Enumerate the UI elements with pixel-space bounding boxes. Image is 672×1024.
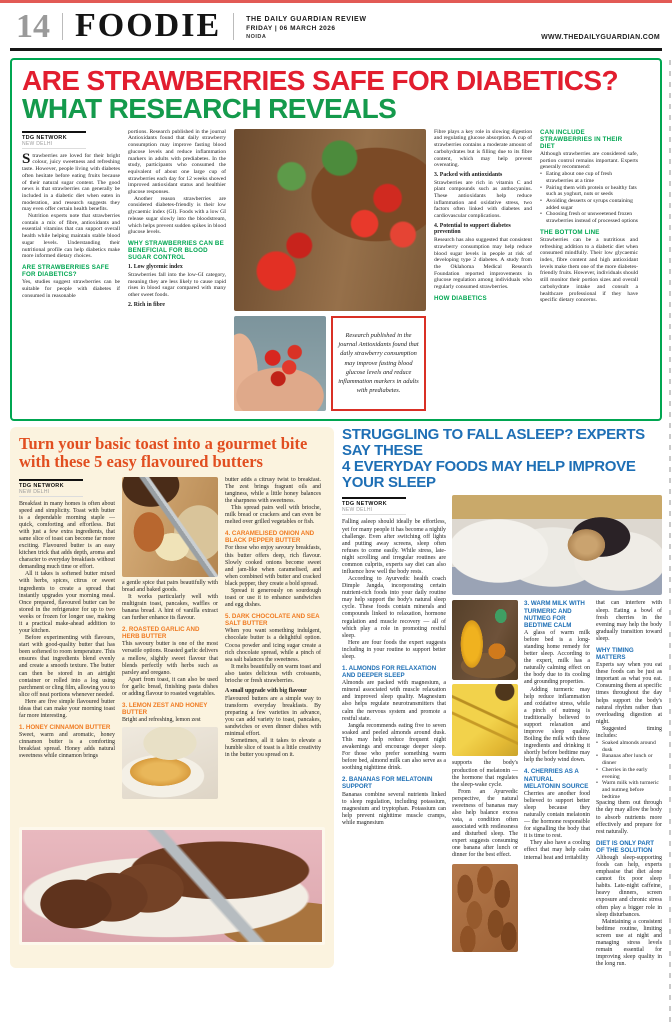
sleep-col-1	[342, 495, 446, 968]
sleep-columns	[342, 495, 662, 968]
strawberry-media-column	[234, 129, 426, 411]
subheading: 2. BANANAS FOR MELATONIN SUPPORT	[342, 776, 433, 791]
byline: TDG NETWORK NEW DELHI	[342, 497, 406, 515]
subheading: 3. WARM MILK WITH TURMERIC AND NUTMEG FOR BEDTIME CALM	[524, 600, 585, 629]
drop-cap: S	[22, 150, 31, 167]
paragraph: Before experimenting with flavours, start with good-quality butter that has been softened to room temperature. This ensures that ingredients blend evenly and create a smooth texture. The butter can then be stored in an airtight container or rolled into a log using parchment or cling film, allowing you to slice off neat portions whenever needed.	[19, 635, 115, 698]
strawberry-col-5	[540, 129, 638, 411]
pull-quote-text: Research published in the journal Antioxidants found that daily strawberry consumption may improve fasting blood glucose levels and reduce inflammation markers in adults with prediabetes.	[338, 331, 419, 395]
paragraph: Spread it generously on sourdough toast or use it to enhance sandwiches and egg dishes.	[225, 587, 321, 609]
strawberry-col-2	[128, 129, 226, 411]
paragraph: Another reason strawberries are considered diabetes-friendly is their low glycaemic index (GI). Foods with a low GI release sugar slowly into the bloodstream, which helps prevent sudden spikes in blood glucose levels.	[128, 195, 226, 236]
subheading: 1. HONEY CINNAMON BUTTER	[19, 724, 111, 732]
page-crop-marks	[669, 60, 671, 1024]
subheading: 4. CHERRIES AS A NATURAL MELATONIN SOURCE	[524, 768, 589, 790]
paragraph: Spacing them out through the day may allow the body to absorb nutrients more effectively and prepare for rest naturally.	[596, 800, 662, 835]
paragraph: All it takes is softened butter mixed with herbs, spices, citrus or sweet ingredients to create a spread that instantly upgrades your morning meal. Once prepared, flavoured butter can be stored in the refrigerator for up to two weeks or frozen for longer use, making it a practical make-ahead addition to your kitchen.	[19, 571, 115, 635]
subheading: WHY STRAWBERRIES CAN BE BENEFICIAL FOR BLOOD SUGAR CONTROL	[128, 239, 224, 262]
subheading: ARE STRAWBERRIES SAFE FOR DIABETICS?	[22, 263, 110, 279]
masthead-dateline: FRIDAY | 06 MARCH 2026	[246, 24, 336, 32]
bullet-item: • Soaked almonds around dusk	[596, 740, 662, 753]
paragraph: Bananas combine several nutrients linked to sleep regulation, including potassium, magnesium and tryptophan. Potassium can help prevent nighttime muscle cramps, while magnesium	[342, 791, 446, 826]
hands-holding-strawberries-photo	[234, 316, 326, 411]
header-divider	[233, 13, 234, 40]
subheading: 5. DARK CHOCOLATE AND SEA SALT BUTTER	[225, 613, 320, 628]
paragraph: Sometimes, all it takes to elevate a humble slice of toast is a little creativity in the butter you spread on it.	[225, 738, 321, 759]
paragraph: Fibre plays a key role in slowing digestion and regulating glucose absorption. A cup of strawberries contains a moderate amount of carbohydrates but is filling due to its fibre content, which may help prevent overeating.	[434, 128, 532, 169]
subheading: 1. Low glycemic index	[128, 264, 183, 271]
paragraph: Jangda recommends eating five to seven soaked and peeled almonds around dusk. This may help reduce frequent night awakenings and encourage deeper sleep. For those who prefer something warm before bed, almond milk can also serve as a soothing nighttime drink.	[342, 722, 446, 772]
newspaper-page	[0, 3, 672, 968]
toast-article	[10, 427, 334, 969]
paragraph: Falling asleep should ideally be effortless, yet for many people it has become a nightly challenge. Even after switching off lights and putting away screens, sleep often refuses to come easily. While stress, late-night scrolling and irregular routines are common culprits, experts say diet can also influence how well the body rests.	[342, 519, 446, 575]
sleep-article	[342, 427, 662, 969]
paragraph: Sweet, warm and aromatic, honey cinnamon butter is a comforting breakfast spread. Honey adds natural sweetness while cinnamon brings	[19, 732, 115, 760]
bullet-item: • Cherries in the early evening	[596, 767, 662, 780]
subheading: 3. Packed with antioxidants	[434, 171, 503, 178]
strawberry-article	[10, 58, 662, 421]
subheading: 3. LEMON ZEST AND HONEY BUTTER	[122, 701, 208, 717]
subheading: 2. Rich in fibre	[128, 301, 165, 308]
almonds-photo	[452, 864, 518, 952]
paragraph: Research has also suggested that consistent strawberry consumption may help reduce blood sugar levels in people at risk of developing type 2 diabetes. A study from the Oklahoma Medical Research Foundation reported improvements in glucose regulation among individuals who regularly consumed strawberries.	[434, 237, 532, 291]
toast-col-1	[19, 477, 115, 821]
paragraph: Bright and refreshing, lemon zest	[122, 717, 201, 724]
toast-columns	[19, 477, 325, 821]
paragraph: A glass of warm milk before bed is a long-standing home remedy for better sleep. According to the expert, milk has a naturally calming effect on the body due to its cooling and grounding properties.	[524, 629, 590, 686]
subheading: CAN INCLUDE STRAWBERRIES IN THEIR DIET	[540, 128, 623, 150]
paragraph: This savoury butter is one of the most versatile options. Roasted garlic delivers a mellow, slightly sweet flavour that blends perfectly with herbs such as parsley and oregano.	[122, 641, 218, 676]
paragraph: Yes, studies suggest strawberries can be suitable for people with diabetes if consumed in reasonable	[22, 279, 120, 299]
subheading: 1. ALMONDS FOR RELAXATION AND DEEPER SLEEP	[342, 665, 437, 680]
chocolate-butter-log-photo	[19, 827, 325, 945]
paragraph: Apart from toast, it can also be used for garlic bread, finishing pasta dishes or adding flavour to roasted vegetables.	[122, 676, 218, 697]
paragraph: Suggested timing includes:	[596, 725, 662, 739]
paragraph: Here are four foods the expert suggests including in your routine to support better sleep.	[342, 639, 446, 660]
subheading: WHY TIMING MATTERS	[596, 646, 634, 662]
paragraph: Strawberries are rich in vitamin C and plant compounds such as anthocyanins. These antioxidants help reduce inflammation and oxidative stress, two factors often linked with diabetes and cardiovascular complications.	[434, 179, 532, 220]
byline: TDG NETWORK NEW DELHI	[19, 479, 83, 497]
strawberry-col-4	[434, 129, 532, 411]
bananas-photo	[452, 684, 518, 756]
butter-board-photo	[122, 477, 218, 577]
paragraph: For those who enjoy savoury breakfasts, this butter offers deep, rich flavour. Slowly cooked onions become sweet and jam-like when caramelised, and when combined with butter and cracked black pepper, they create a bold spread.	[225, 545, 321, 587]
toast-headline: Turn your basic toast into a gourmet bite with these 5 easy flavoured butters	[19, 433, 308, 472]
subheading: THE BOTTOM LINE	[540, 228, 600, 236]
paragraph: butter adds a citrusy twist to breakfast. The zest brings fragrant oils and tanginess, while a little honey balances the sharpness with sweetness.	[225, 476, 321, 504]
toast-col-3	[225, 477, 321, 821]
sleep-headline-line1: STRUGGLING TO FALL ASLEEP? EXPERTS SAY THESE	[342, 425, 645, 459]
sleep-col-2	[452, 600, 518, 968]
header-divider	[62, 13, 63, 40]
paragraph: Maintaining a consistent bedtime routine, limiting screen use at night and managing stress levels remain essential for improving sleep quality in the long run.	[596, 918, 662, 968]
sleep-right-region	[452, 495, 662, 968]
lemon-butter-toast-photo	[122, 727, 218, 799]
paragraph: portions. Research published in the journal Antioxidants found that daily strawberry consumption may improve fasting blood glucose levels and reduce inflammation markers in adults with prediabetes. In the study, participants who consumed the equivalent of about one large cup of strawberries each day for 12 weeks showed improved antioxidant status and healthier glucose responses.	[128, 128, 226, 196]
masthead-block	[246, 16, 366, 42]
page-number: 14	[16, 7, 50, 45]
subheading: A small upgrade with big flavour	[225, 688, 307, 694]
bullet-item: • Pairing them with protein or healthy fats such as yoghurt, nuts or seeds	[540, 185, 638, 198]
paragraph: Here are five simple flavoured butter ideas that can make your morning toast far more interesting.	[19, 698, 115, 719]
paragraph: It melts beautifully on warm toast and also tastes delicious with croissants, brioche or fresh strawberries.	[225, 663, 321, 684]
strawberry-headline-line1: ARE STRAWBERRIES SAFE FOR DIABETICS?	[22, 64, 618, 96]
sleeping-woman-photo	[452, 495, 662, 595]
paragraph: Although strawberries are considered safe, portion control remains important. Experts generally recommend:	[540, 151, 638, 171]
masthead-title: THE DAILY GUARDIAN REVIEW	[246, 15, 367, 23]
paragraph: Experts say when you eat these foods can be just as important as what you eat. Consuming them at specific times throughout the day helps support the body's natural rhythm rather than overloading digestion at night.	[596, 662, 662, 725]
paragraph: From an Ayurvedic perspective, the natural sweetness of bananas may also help balance excess vata, a condition often associated with restlessness and disturbed sleep. The expert suggests consuming one banana after lunch or dinner for the best effect.	[452, 788, 518, 859]
masthead-city: NOIDA	[246, 33, 267, 40]
bullet-item: • Eating about one cup of fresh strawberries at a time	[540, 171, 638, 184]
paragraph: Strawberries are loved for their bright colour, juicy sweetness and refreshing taste. However, people living with diabetes often hesitate before eating fruits because of their natural sugar content. The good news is that strawberries can generally be included in a diabetic diet when eaten in moderation, and research suggests they may even offer certain health benefits.	[22, 150, 120, 213]
toast-col-2	[122, 477, 218, 821]
paragraph: Although sleep-supporting foods can help, experts emphasise that diet alone cannot fix poor sleep habits. Late-night caffeine, heavy dinners, screen exposure and chronic stress often play a bigger role in sleep disturbances.	[596, 854, 662, 918]
page-header	[10, 3, 662, 51]
paragraph: Almonds are packed with magnesium, a mineral associated with muscle relaxation and improved sleep quality. Magnesium also helps regulate neurotransmitters that calm the nervous system and promote a restful state.	[342, 680, 446, 722]
strawberry-bowl-photo	[234, 129, 426, 311]
subheading: 4. CARAMELISED ONION AND BLACK PEPPER BUTTER	[225, 530, 315, 545]
turmeric-milk-photo	[452, 600, 518, 680]
bullet-item: • Bananas after lunch or dinner	[596, 753, 662, 766]
paragraph: Flavoured butters are a simple way to transform everyday breakfasts. By preparing a few varieties in advance, you can add variety to toast, pancakes, sandwiches or even dinner dishes with minimal effort.	[225, 695, 321, 738]
paragraph: Nutrition experts note that strawberries contain a mix of fibre, antioxidants and essential vitamins that can support overall health while helping maintain stable blood sugar levels. Understanding their nutritional profile can help diabetics make more informed dietary choices.	[22, 213, 120, 260]
subheading: 2. ROASTED GARLIC AND HERB BUTTER	[122, 626, 200, 641]
bullet-item: • Choosing fresh or unsweetened frozen strawberries instead of processed options	[540, 211, 638, 224]
website-url: WWW.THEDAILYGUARDIAN.COM	[541, 33, 660, 41]
sleep-headline-line2: 4 EVERYDAY FOODS MAY HELP IMPROVE YOUR SLEEP	[342, 458, 636, 492]
subheading: 4. Potential to support diabetes prevention	[434, 222, 511, 236]
subheading: HOW DIABETICS	[434, 294, 487, 302]
subheading: DIET IS ONLY PART OF THE SOLUTION	[596, 839, 654, 854]
paragraph: According to Ayurvedic health coach Dimple Jangda, incorporating certain nutrient-rich foods into your daily routine may help support the body's natural sleep cycle. These foods contain minerals and compounds linked to relaxation, hormone regulation and muscle recovery — all of which play a role in promoting restful sleep.	[342, 576, 446, 639]
paragraph: Strawberries can be a nutritious and refreshing addition to a diabetic diet when consumed mindfully. Their low glycaemic index, fibre content and high antioxidant levels make them one of the more diabetes-friendly fruits. However, individuals should still monitor their portion sizes and overall carbohydrate intake and consult a healthcare professional if they have specific dietary concerns.	[540, 236, 638, 304]
strawberry-headline-line2: WHAT RESEARCH REVEALS	[22, 93, 397, 125]
strawberry-col-1	[22, 129, 120, 411]
paragraph: supports the body's production of melatonin — the hormone that regulates the sleep-wake cycle.	[452, 760, 518, 788]
byline: TDG NETWORK NEW DELHI	[22, 131, 86, 149]
paragraph: Breakfast in many homes is often about speed and simplicity. Toast with butter is a dependable morning staple — quick, comforting and effortless. But with just a few extra ingredients, that same slice of toast can become far more exciting. Flavoured butter is an easy kitchen trick that adds depth, aroma and character to everyday breakfasts without demanding much time or effort.	[19, 500, 115, 571]
strawberry-columns	[22, 129, 650, 411]
pull-quote-box	[331, 316, 426, 411]
paragraph: Cherries are another food believed to support better sleep because they naturally contain melatonin — the hormone responsible for signalling the body that it is time to rest.	[524, 790, 590, 840]
paragraph: When you want something indulgent, chocolate butter is a delightful option. Cocoa powder and icing sugar create a rich chocolate spread, while a pinch of sea salt balances the sweetness.	[225, 628, 321, 663]
section-title: FOODIE	[75, 7, 222, 44]
paragraph: They also have a cooling effect that may help calm internal heat and irritability	[524, 840, 590, 861]
bullet-item: • Warm milk with turmeric and nutmeg before bedtime	[596, 780, 662, 800]
bullet-item: • Avoiding desserts or syrups containing added sugar	[540, 198, 638, 211]
paragraph: This spread pairs well with brioche, milk bread or crackers and can even be melted over grilled vegetables or fish.	[225, 504, 321, 526]
paragraph: It works particularly well with multigrain toast, pancakes, waffles or banana bread. A hint of vanilla extract can further enhance its flavour.	[122, 593, 218, 622]
sleep-col-3	[524, 600, 590, 968]
paragraph: a gentle spice that pairs beautifully with bread and baked goods.	[122, 579, 218, 593]
paragraph: Adding turmeric may help reduce inflammation and oxidative stress, while a pinch of nutmeg is traditionally believed to support relaxation and improve sleep quality. Boiling the milk with these ingredients and drinking it shortly before bedtime may help the body wind down.	[524, 686, 590, 764]
sleep-col-4	[596, 600, 662, 968]
paragraph: Strawberries fall into the low-GI category, meaning they are less likely to cause rapid rises in blood sugar compared with many other sweet foods.	[128, 271, 226, 299]
paragraph: that can interfere with sleep. Eating a bowl of fresh cherries in the evening may help the body gradually transition toward sleep.	[596, 600, 662, 642]
